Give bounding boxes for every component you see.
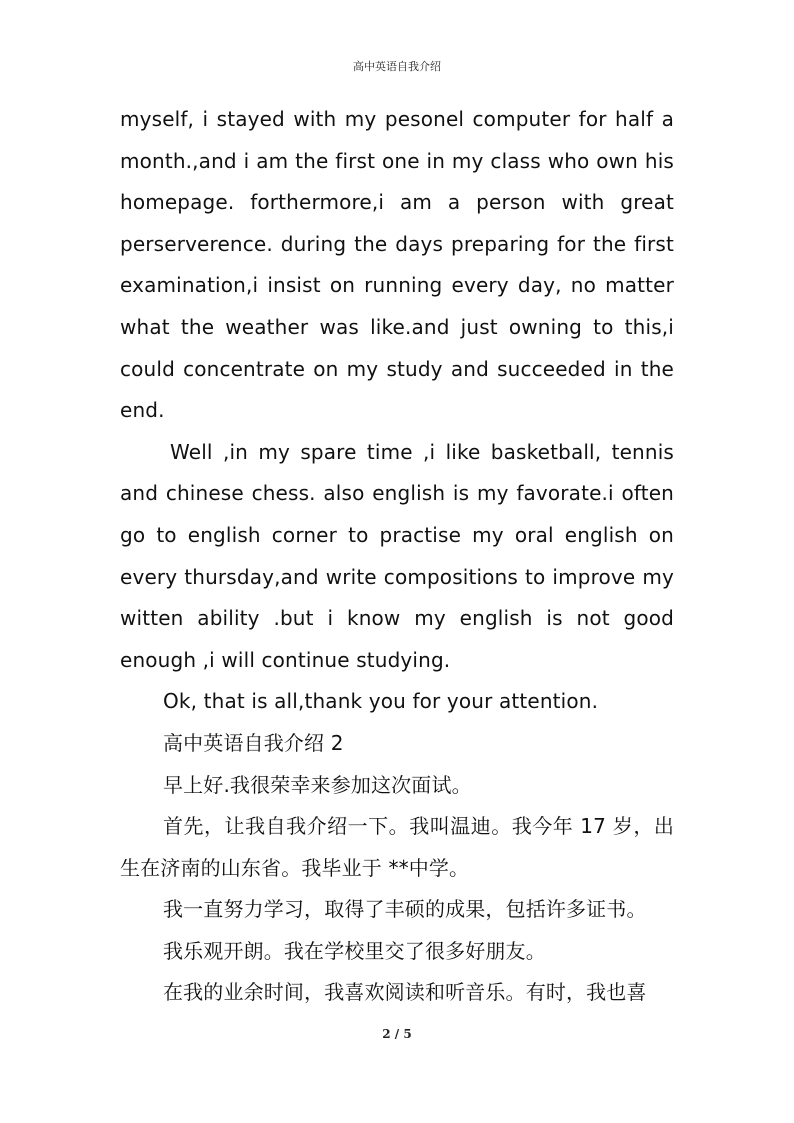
section-heading: 高中英语自我介绍 2 [163,730,344,755]
paragraph-greeting: 早上好.我很荣幸来参加这次面试。 [163,772,472,797]
paragraph-hobbies: Well ,in my spare time ,i like basketball, tennis and chinese chess. also english is my favorate.i often go to english corner to practise my oral english on every thursday,and write compositions to improve my witten ability .but i know my english is not good enough ,i will continue studying. [120,439,674,672]
paragraph-personality: 我乐观开朗。我在学校里交了很多好朋友。 [163,938,546,963]
paragraph-introduction: 首先，让我自我介绍一下。我叫温迪。我今年 17 岁，出生在济南的山东省。我毕业于 **中学。 [120,814,674,880]
page-number: 2 / 5 [382,1027,412,1041]
paragraph-continuation: myself, i stayed with my pesonel computer for half a month.,and i am the first one in my class who own his homepage. forthermore,i am a person with great perserverence. during the days preparing for the first examination,i insist on running every day, no matter what the weather was like.and just owning to this,i could concentrate on my study and succeeded in the end. [120,107,674,423]
paragraph-closing: Ok, that is all,thank you for your attention. [163,689,599,714]
paragraph-spare-time: 在我的业余时间，我喜欢阅读和听音乐。有时，我也喜 [163,980,647,1005]
page-header: 高中英语自我介绍 [353,60,441,73]
document-body [120,99,674,1014]
paragraph-study: 我一直努力学习，取得了丰硕的成果，包括许多证书。 [163,897,647,922]
